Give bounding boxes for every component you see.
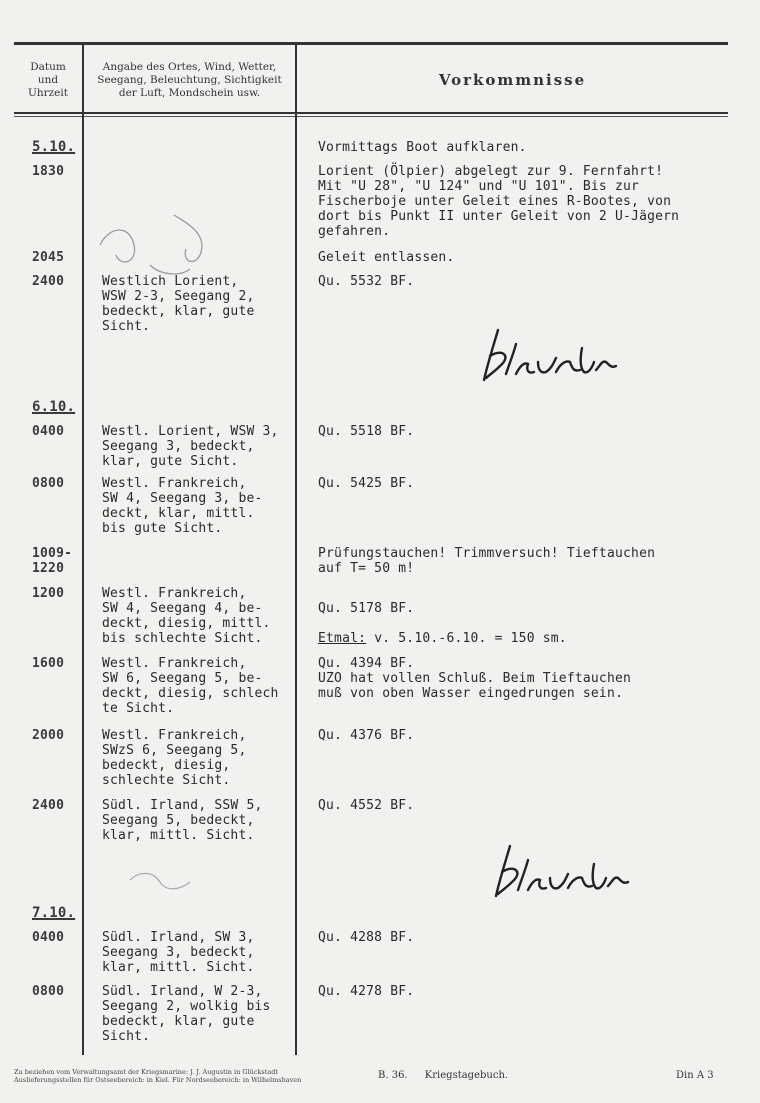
entry-position-weather: Südl. Irland, SSW 5, Seegang 5, bedeckt, klar, mittl. Sicht. (102, 798, 263, 843)
entry-event: Qu. 4278 BF. (318, 984, 415, 999)
entry-position-weather: Südl. Irland, W 2-3, Seegang 2, wolkig bis bedeckt, klar, gute Sicht. (102, 984, 271, 1044)
entry-position-weather: Westl. Frankreich, SW 6, Seegang 5, be- deckt, diesig, schlech te Sicht. (102, 656, 279, 716)
entry-event: Qu. 5532 BF. (318, 274, 415, 289)
entry-position-weather: Westl. Frankreich, SW 4, Seegang 3, be- deckt, klar, mittl. bis gute Sicht. (102, 476, 263, 536)
entry-position-weather: Westl. Lorient, WSW 3, Seegang 3, bedeckt, klar, gute Sicht. (102, 424, 279, 469)
entry-date: 6.10. (32, 399, 76, 415)
commander-signature (488, 836, 638, 906)
entry-position-weather: Südl. Irland, SW 3, Seegang 3, bedeckt, klar, mittl. Sicht. (102, 930, 255, 975)
pencil-scribble (90, 205, 230, 285)
entry-time: 0800 (32, 476, 65, 491)
printer-note: Zu beziehen vom Verwaltungsamt der Kriegsmarine: J. J. Augustin in Glückstadt Auslieferungsstellen für Ostseebereich: in Kiel. Für Nordseebereich: in Wilhelmshaven (14, 1068, 302, 1084)
form-designation (378, 1070, 522, 1081)
entry-time: 2400 (32, 798, 65, 813)
entry-time: 1200 (32, 586, 65, 601)
header-bottom-rule (14, 112, 728, 114)
entry-event: Qu. 4394 BF. UZO hat vollen Schluß. Beim Tieftauchen muß von oben Wasser eingedrungen sein. (318, 656, 632, 701)
form-number: B. 36. (378, 1070, 408, 1081)
header-date-column: Datum und Uhrzeit (28, 60, 68, 99)
entry-time: 2045 (32, 250, 65, 265)
entry-time: 0400 (32, 930, 65, 945)
etmal-line (318, 631, 758, 646)
entry-event: Vormittags Boot aufklaren. (318, 140, 527, 155)
form-name: Kriegstagebuch. (424, 1070, 509, 1081)
entry-time: 0400 (32, 424, 65, 439)
entry-position-weather: Westl. Frankreich, SW 4, Seegang 4, be- deckt, diesig, mittl. bis schlechte Sicht. (102, 586, 271, 646)
etmal-label: Etmal: (318, 631, 367, 646)
entry-position-weather: Westlich Lorient, WSW 2-3, Seegang 2, bedeckt, klar, gute Sicht. (102, 274, 255, 334)
column-divider-place (295, 45, 297, 1055)
header-bottom-rule-2 (14, 116, 728, 117)
entry-event: Qu. 4376 BF. (318, 728, 415, 743)
entry-event-block (318, 586, 758, 661)
entry-date: 7.10. (32, 905, 76, 921)
entry-time: 2000 (32, 728, 65, 743)
entry-event: Qu. 5518 BF. (318, 424, 415, 439)
commander-signature (476, 322, 626, 392)
entry-event: Qu. 5425 BF. (318, 476, 415, 491)
entry-event: Prüfungstauchen! Trimmversuch! Tieftauchen auf T= 50 m! (318, 546, 656, 576)
entry-position-weather: Westl. Frankreich, SWzS 6, Seegang 5, bedeckt, diesig, schlechte Sicht. (102, 728, 247, 788)
entry-event: Qu. 5178 BF. (318, 601, 415, 616)
entry-time: 2400 (32, 274, 65, 289)
table-top-rule (14, 42, 728, 45)
entry-time: 1009- 1220 (32, 546, 73, 576)
etmal-value: v. 5.10.-6.10. = 150 sm. (366, 631, 567, 646)
entry-event: Lorient (Ölpier) abgelegt zur 9. Fernfahrt! Mit "U 28", "U 124" und "U 101". Bis zur Fischerboje unter Geleit eines R-Bootes, von dort bis Punkt II unter Geleit von 2 U-Jägern gefahren. (318, 164, 680, 239)
entry-event: Qu. 4288 BF. (318, 930, 415, 945)
paper-format: Din A 3 (676, 1070, 714, 1081)
column-divider-date (82, 45, 84, 1055)
header-events-column: Vorkommnisse (438, 70, 587, 89)
header-place-column: Angabe des Ortes, Wind, Wetter, Seegang, Beleuchtung, Sichtigkeit der Luft, Mondschein usw. (97, 60, 282, 99)
entry-time: 1600 (32, 656, 65, 671)
entry-date: 5.10. (32, 139, 76, 155)
entry-event: Geleit entlassen. (318, 250, 455, 265)
entry-event: Qu. 4552 BF. (318, 798, 415, 813)
entry-time: 0800 (32, 984, 65, 999)
entry-time: 1830 (32, 164, 65, 179)
pencil-scribble (120, 860, 210, 900)
